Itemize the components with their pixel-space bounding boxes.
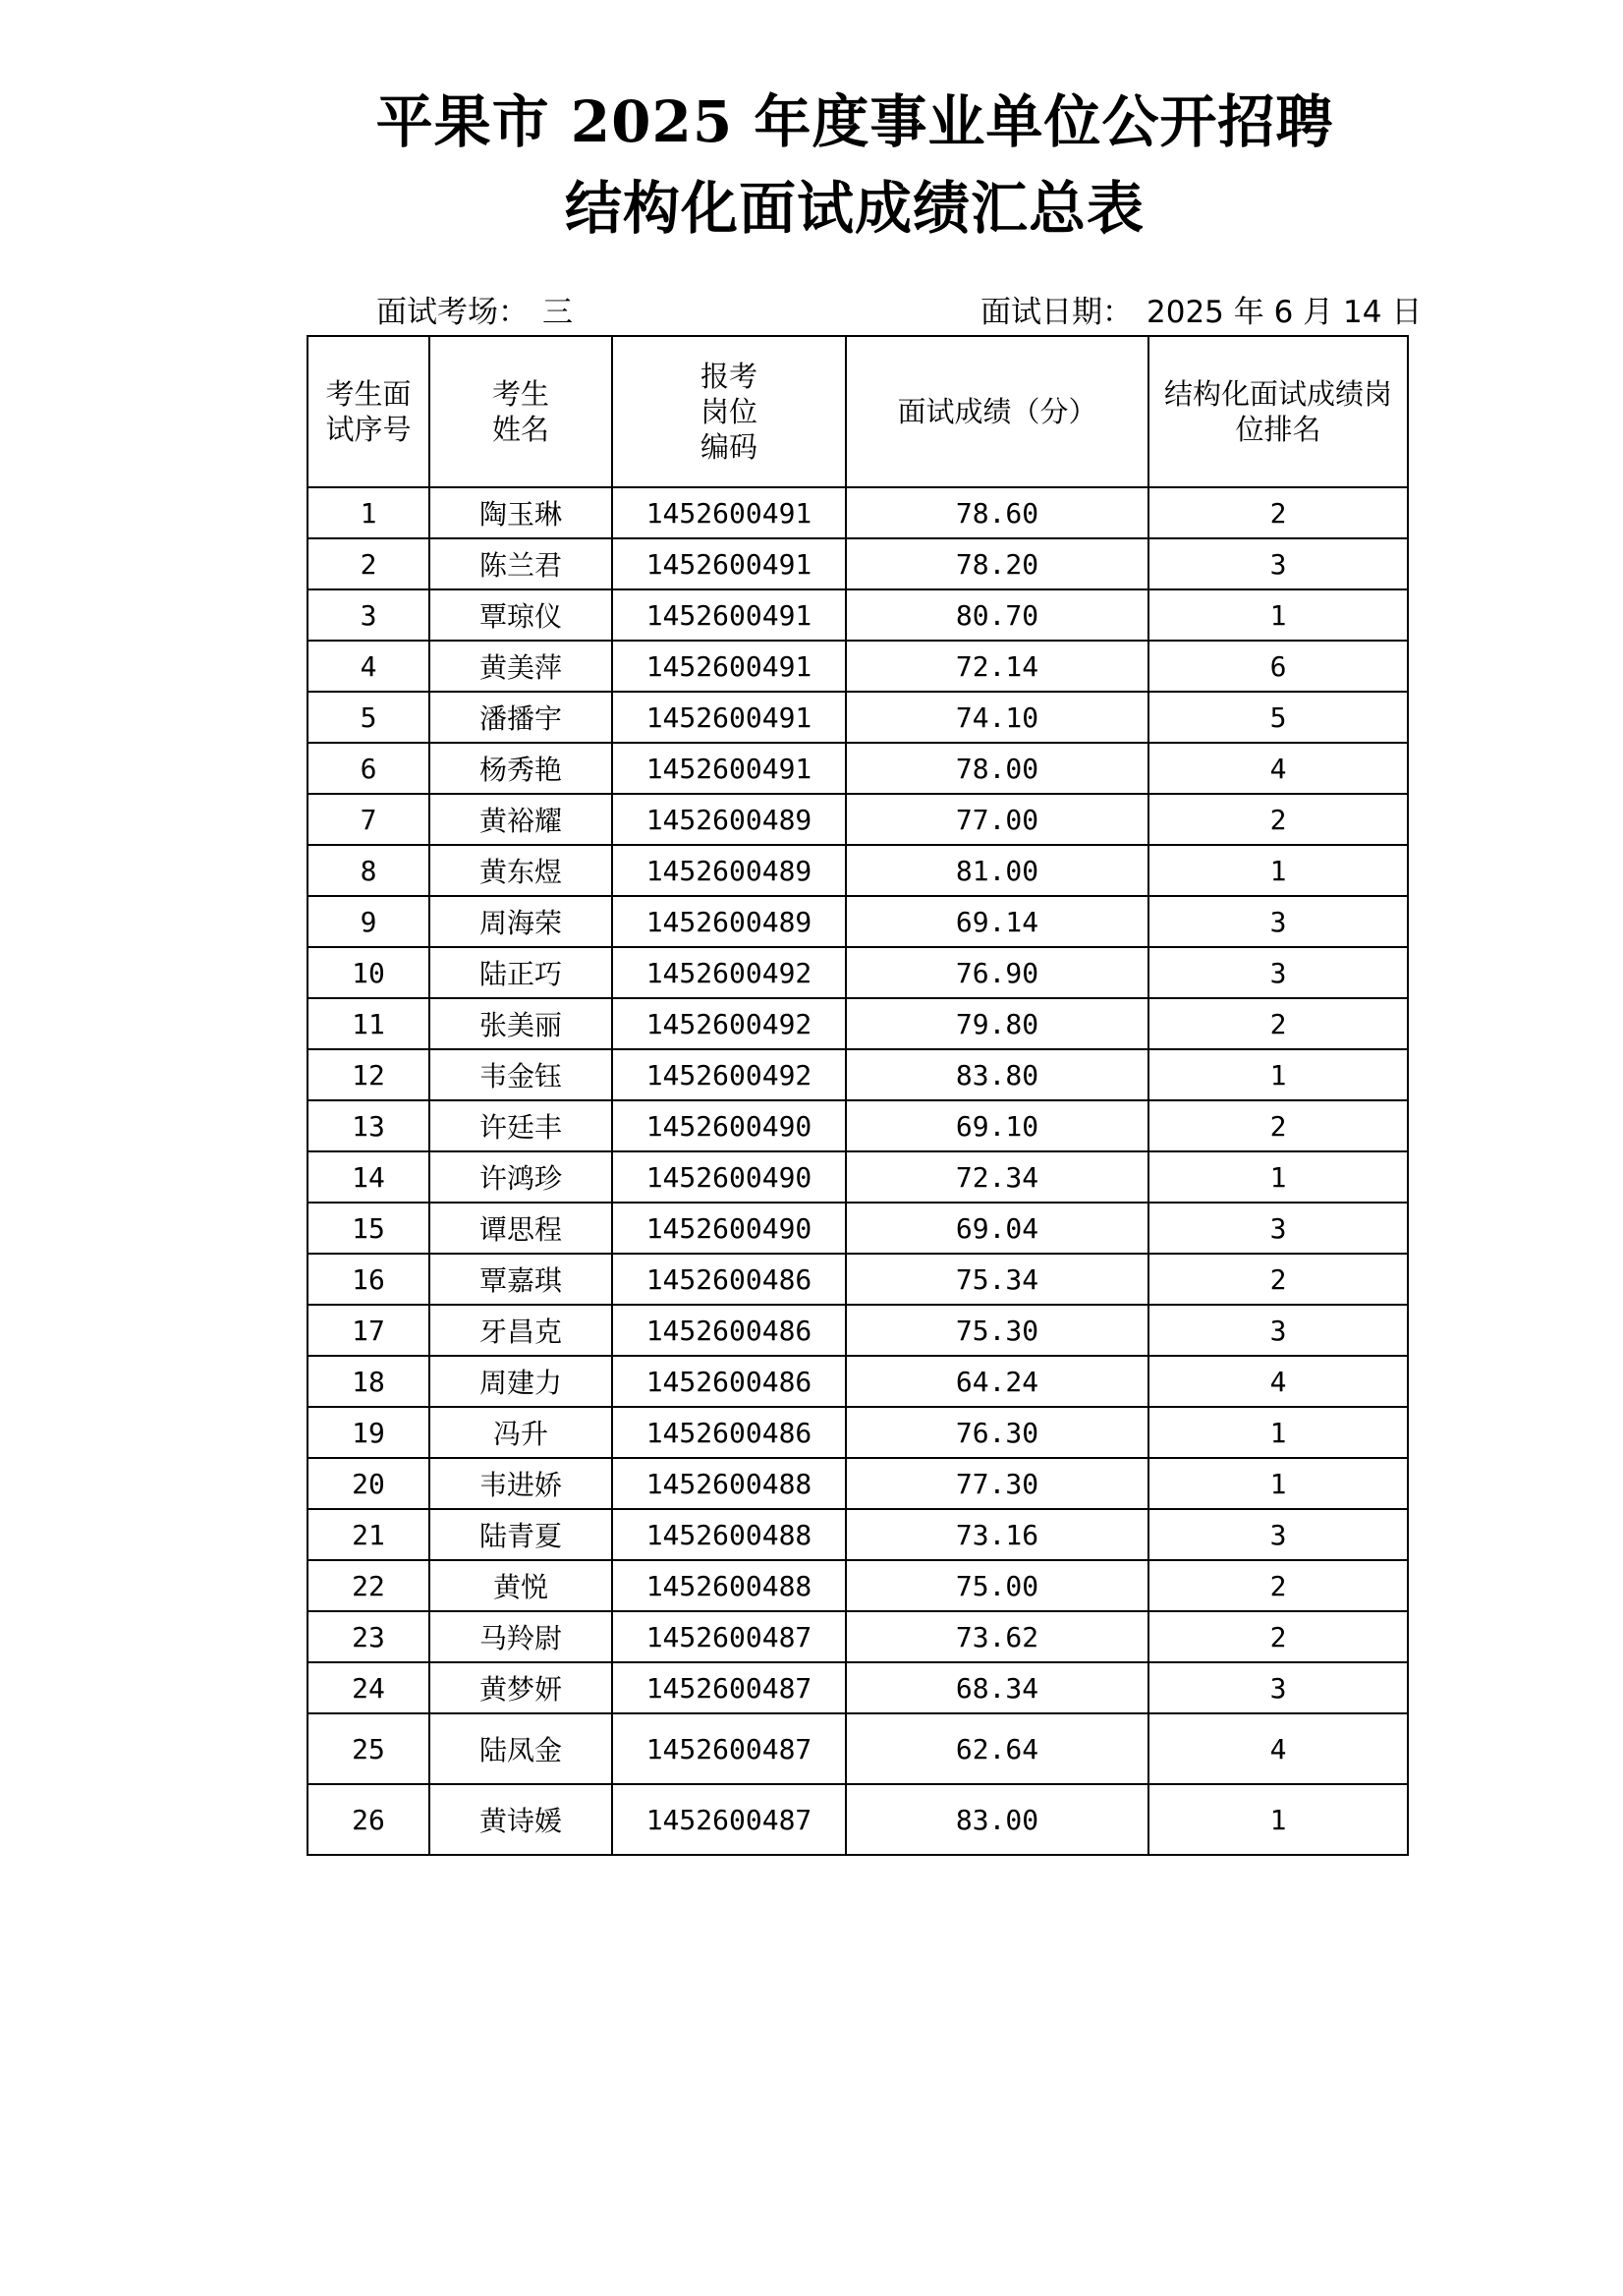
cell-rank: 3 bbox=[1148, 1305, 1408, 1356]
cell-seq: 24 bbox=[308, 1662, 429, 1713]
cell-name: 陈兰君 bbox=[429, 538, 612, 589]
table-row bbox=[308, 487, 1408, 538]
document-title-line1: 平果市 2025 年度事业单位公开招聘 bbox=[375, 88, 1334, 155]
cell-rank: 4 bbox=[1148, 1356, 1408, 1407]
cell-seq: 20 bbox=[308, 1458, 429, 1509]
cell-name: 潘播宇 bbox=[429, 692, 612, 743]
cell-code: 1452600490 bbox=[612, 1100, 846, 1151]
cell-score: 83.80 bbox=[846, 1049, 1148, 1100]
venue-info bbox=[376, 295, 573, 330]
cell-rank: 3 bbox=[1148, 947, 1408, 998]
cell-rank: 3 bbox=[1148, 1203, 1408, 1254]
table-header-row bbox=[308, 336, 1408, 487]
cell-name: 陆凤金 bbox=[429, 1713, 612, 1784]
table-row bbox=[308, 589, 1408, 641]
table-row bbox=[308, 1049, 1408, 1100]
cell-seq: 10 bbox=[308, 947, 429, 998]
cell-seq: 8 bbox=[308, 845, 429, 896]
table-row bbox=[308, 1458, 1408, 1509]
cell-rank: 2 bbox=[1148, 794, 1408, 845]
cell-code: 1452600491 bbox=[612, 538, 846, 589]
cell-seq: 4 bbox=[308, 641, 429, 692]
cell-name: 陆青夏 bbox=[429, 1509, 612, 1560]
cell-code: 1452600488 bbox=[612, 1458, 846, 1509]
cell-rank: 3 bbox=[1148, 896, 1408, 947]
cell-score: 62.64 bbox=[846, 1713, 1148, 1784]
cell-score: 69.04 bbox=[846, 1203, 1148, 1254]
cell-code: 1452600490 bbox=[612, 1203, 846, 1254]
cell-rank: 2 bbox=[1148, 1254, 1408, 1305]
cell-score: 78.00 bbox=[846, 743, 1148, 794]
cell-code: 1452600491 bbox=[612, 743, 846, 794]
cell-rank: 2 bbox=[1148, 998, 1408, 1049]
table-row bbox=[308, 1305, 1408, 1356]
cell-rank: 2 bbox=[1148, 487, 1408, 538]
cell-name: 黄美萍 bbox=[429, 641, 612, 692]
cell-score: 75.30 bbox=[846, 1305, 1148, 1356]
cell-score: 77.30 bbox=[846, 1458, 1148, 1509]
cell-code: 1452600491 bbox=[612, 692, 846, 743]
venue-label: 面试考场： bbox=[376, 295, 529, 330]
cell-name: 谭思程 bbox=[429, 1203, 612, 1254]
table-row bbox=[308, 845, 1408, 896]
cell-name: 张美丽 bbox=[429, 998, 612, 1049]
cell-score: 69.14 bbox=[846, 896, 1148, 947]
cell-rank: 1 bbox=[1148, 1151, 1408, 1203]
cell-seq: 11 bbox=[308, 998, 429, 1049]
cell-seq: 22 bbox=[308, 1560, 429, 1611]
cell-code: 1452600489 bbox=[612, 845, 846, 896]
cell-score: 77.00 bbox=[846, 794, 1148, 845]
cell-code: 1452600492 bbox=[612, 1049, 846, 1100]
cell-score: 72.34 bbox=[846, 1151, 1148, 1203]
header-seq-line2: 试序号 bbox=[325, 413, 412, 446]
cell-seq: 3 bbox=[308, 589, 429, 641]
cell-rank: 6 bbox=[1148, 641, 1408, 692]
cell-score: 80.70 bbox=[846, 589, 1148, 641]
cell-score: 76.90 bbox=[846, 947, 1148, 998]
cell-name: 黄裕耀 bbox=[429, 794, 612, 845]
date-label: 面试日期： bbox=[980, 295, 1133, 330]
cell-name: 黄梦妍 bbox=[429, 1662, 612, 1713]
header-code bbox=[612, 336, 846, 487]
header-seq bbox=[308, 336, 429, 487]
cell-seq: 19 bbox=[308, 1407, 429, 1458]
cell-rank: 1 bbox=[1148, 589, 1408, 641]
cell-seq: 6 bbox=[308, 743, 429, 794]
cell-rank: 4 bbox=[1148, 743, 1408, 794]
cell-score: 76.30 bbox=[846, 1407, 1148, 1458]
cell-name: 韦进娇 bbox=[429, 1458, 612, 1509]
table-row bbox=[308, 641, 1408, 692]
cell-seq: 5 bbox=[308, 692, 429, 743]
header-rank bbox=[1148, 336, 1408, 487]
table-row bbox=[308, 1784, 1408, 1855]
table-row bbox=[308, 1407, 1408, 1458]
cell-rank: 2 bbox=[1148, 1611, 1408, 1662]
cell-rank: 1 bbox=[1148, 1049, 1408, 1100]
header-code-line2: 岗位 bbox=[700, 395, 757, 428]
cell-score: 78.20 bbox=[846, 538, 1148, 589]
table-row bbox=[308, 1100, 1408, 1151]
table-row bbox=[308, 947, 1408, 998]
table-row bbox=[308, 998, 1408, 1049]
cell-code: 1452600486 bbox=[612, 1305, 846, 1356]
cell-seq: 12 bbox=[308, 1049, 429, 1100]
table-row bbox=[308, 692, 1408, 743]
table-row bbox=[308, 1560, 1408, 1611]
cell-name: 覃琼仪 bbox=[429, 589, 612, 641]
table-row bbox=[308, 1509, 1408, 1560]
cell-code: 1452600491 bbox=[612, 641, 846, 692]
cell-seq: 26 bbox=[308, 1784, 429, 1855]
cell-code: 1452600487 bbox=[612, 1611, 846, 1662]
cell-code: 1452600492 bbox=[612, 947, 846, 998]
cell-code: 1452600489 bbox=[612, 896, 846, 947]
table-row bbox=[308, 1254, 1408, 1305]
cell-name: 许鸿珍 bbox=[429, 1151, 612, 1203]
table-row bbox=[308, 1151, 1408, 1203]
venue-value: 三 bbox=[542, 295, 573, 330]
cell-seq: 7 bbox=[308, 794, 429, 845]
cell-name: 覃嘉琪 bbox=[429, 1254, 612, 1305]
cell-code: 1452600491 bbox=[612, 589, 846, 641]
cell-score: 69.10 bbox=[846, 1100, 1148, 1151]
table-row bbox=[308, 1611, 1408, 1662]
cell-seq: 21 bbox=[308, 1509, 429, 1560]
cell-seq: 1 bbox=[308, 487, 429, 538]
table-row bbox=[308, 896, 1408, 947]
cell-name: 陶玉琳 bbox=[429, 487, 612, 538]
cell-name: 杨秀艳 bbox=[429, 743, 612, 794]
cell-rank: 3 bbox=[1148, 1509, 1408, 1560]
cell-rank: 1 bbox=[1148, 1458, 1408, 1509]
table-body bbox=[308, 487, 1408, 1855]
header-rank-line1: 结构化面试成绩岗 bbox=[1163, 377, 1392, 411]
cell-seq: 9 bbox=[308, 896, 429, 947]
cell-seq: 17 bbox=[308, 1305, 429, 1356]
cell-seq: 18 bbox=[308, 1356, 429, 1407]
cell-code: 1452600488 bbox=[612, 1560, 846, 1611]
cell-score: 73.62 bbox=[846, 1611, 1148, 1662]
cell-name: 冯升 bbox=[429, 1407, 612, 1458]
header-rank-line2: 位排名 bbox=[1235, 413, 1321, 446]
cell-score: 75.34 bbox=[846, 1254, 1148, 1305]
cell-name: 黄东煜 bbox=[429, 845, 612, 896]
cell-seq: 13 bbox=[308, 1100, 429, 1151]
header-code-line3: 编码 bbox=[700, 430, 757, 464]
cell-rank: 4 bbox=[1148, 1713, 1408, 1784]
cell-rank: 1 bbox=[1148, 1784, 1408, 1855]
document-title-line2: 结构化面试成绩汇总表 bbox=[564, 175, 1145, 242]
cell-code: 1452600487 bbox=[612, 1662, 846, 1713]
date-value: 2025 年 6 月 14 日 bbox=[1147, 295, 1423, 330]
cell-code: 1452600491 bbox=[612, 487, 846, 538]
header-score: 面试成绩（分） bbox=[846, 336, 1148, 487]
cell-code: 1452600489 bbox=[612, 794, 846, 845]
table-row bbox=[308, 743, 1408, 794]
cell-code: 1452600486 bbox=[612, 1356, 846, 1407]
cell-score: 73.16 bbox=[846, 1509, 1148, 1560]
cell-code: 1452600487 bbox=[612, 1713, 846, 1784]
table-row bbox=[308, 538, 1408, 589]
cell-rank: 2 bbox=[1148, 1560, 1408, 1611]
date-info bbox=[980, 295, 1422, 330]
cell-code: 1452600487 bbox=[612, 1784, 846, 1855]
cell-score: 75.00 bbox=[846, 1560, 1148, 1611]
cell-score: 64.24 bbox=[846, 1356, 1148, 1407]
cell-name: 韦金钰 bbox=[429, 1049, 612, 1100]
cell-score: 68.34 bbox=[846, 1662, 1148, 1713]
header-name-line2: 姓名 bbox=[491, 413, 549, 446]
cell-code: 1452600486 bbox=[612, 1407, 846, 1458]
header-seq-line1: 考生面 bbox=[325, 377, 412, 411]
cell-code: 1452600488 bbox=[612, 1509, 846, 1560]
header-code-line1: 报考 bbox=[700, 360, 757, 393]
cell-score: 83.00 bbox=[846, 1784, 1148, 1855]
cell-rank: 3 bbox=[1148, 1662, 1408, 1713]
cell-seq: 16 bbox=[308, 1254, 429, 1305]
cell-name: 周海荣 bbox=[429, 896, 612, 947]
cell-name: 周建力 bbox=[429, 1356, 612, 1407]
table-row bbox=[308, 1356, 1408, 1407]
cell-score: 74.10 bbox=[846, 692, 1148, 743]
cell-score: 81.00 bbox=[846, 845, 1148, 896]
cell-rank: 2 bbox=[1148, 1100, 1408, 1151]
cell-name: 陆正巧 bbox=[429, 947, 612, 998]
cell-name: 黄诗媛 bbox=[429, 1784, 612, 1855]
cell-name: 牙昌克 bbox=[429, 1305, 612, 1356]
cell-name: 黄悦 bbox=[429, 1560, 612, 1611]
cell-code: 1452600490 bbox=[612, 1151, 846, 1203]
cell-seq: 23 bbox=[308, 1611, 429, 1662]
cell-seq: 25 bbox=[308, 1713, 429, 1784]
scores-table bbox=[307, 335, 1409, 1856]
header-name-line1: 考生 bbox=[491, 377, 549, 411]
cell-rank: 1 bbox=[1148, 1407, 1408, 1458]
cell-rank: 5 bbox=[1148, 692, 1408, 743]
cell-name: 马羚尉 bbox=[429, 1611, 612, 1662]
header-name bbox=[429, 336, 612, 487]
cell-score: 79.80 bbox=[846, 998, 1148, 1049]
cell-rank: 1 bbox=[1148, 845, 1408, 896]
cell-seq: 2 bbox=[308, 538, 429, 589]
cell-code: 1452600486 bbox=[612, 1254, 846, 1305]
table-row bbox=[308, 794, 1408, 845]
cell-score: 78.60 bbox=[846, 487, 1148, 538]
cell-seq: 15 bbox=[308, 1203, 429, 1254]
cell-name: 许廷丰 bbox=[429, 1100, 612, 1151]
cell-rank: 3 bbox=[1148, 538, 1408, 589]
cell-seq: 14 bbox=[308, 1151, 429, 1203]
table-row bbox=[308, 1662, 1408, 1713]
cell-code: 1452600492 bbox=[612, 998, 846, 1049]
table-row bbox=[308, 1203, 1408, 1254]
cell-score: 72.14 bbox=[846, 641, 1148, 692]
table-row bbox=[308, 1713, 1408, 1784]
